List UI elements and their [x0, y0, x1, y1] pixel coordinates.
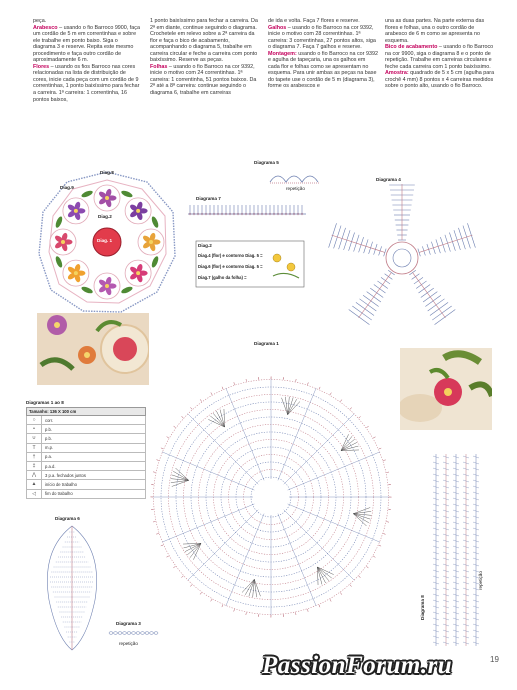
legend-text: m.p. [45, 445, 54, 451]
picot-mark [174, 426, 176, 428]
label-repeticao: repetição [286, 186, 305, 191]
paragraph [150, 18, 262, 64]
label-diag1: Diag. 1 [97, 238, 113, 243]
picot-mark [153, 472, 155, 473]
picot-mark [211, 599, 212, 601]
picot-mark [307, 609, 308, 611]
label-diagrama1: Diagrama 1 [254, 341, 279, 346]
legend-text: início de trabalho [45, 481, 77, 487]
flower-center [149, 240, 153, 244]
label-diag8: Diag.8 [100, 170, 114, 175]
diagram-7-chart [186, 202, 308, 218]
picot-mark [366, 426, 368, 427]
chain-mark [141, 632, 145, 635]
picot-mark [359, 416, 361, 418]
picot-mark [319, 605, 320, 607]
label-diagrama3: Diagrama 3 [116, 621, 141, 626]
picot-mark [330, 599, 331, 601]
chain-mark [127, 632, 131, 635]
picot-mark [296, 379, 297, 381]
legend-symbol: • [27, 425, 42, 433]
paragraph-text: – usando o fio Barroco na cor 9392, inicie o motivo com 24 correntinhas. 1ª carreira: 1 correntinha, 51 pontos baixos. Da 2ª até a 8ª carreira: continue seguindo o diagrama 6, trabalhe em carreiras [150, 63, 257, 97]
spoke-line [226, 514, 264, 606]
picot-mark [161, 448, 163, 449]
paragraph-heading: Arabesco [33, 24, 58, 31]
label-diagrama4: Diagrama 4 [376, 177, 401, 182]
diagram-6-leaf-chart [33, 520, 111, 655]
legend-row [26, 462, 146, 471]
photo-flower-right-art [400, 348, 492, 430]
legend-text: p.b. [45, 435, 52, 441]
key-line-1: Diag.4 (flor) e contorno Diag. 5 = [198, 253, 263, 258]
paragraph-heading: Montagem: [268, 50, 297, 57]
picot-mark [340, 400, 342, 402]
picot-mark [234, 609, 235, 611]
chain-mark [154, 632, 158, 635]
label-repeticao-2: repetição [119, 641, 138, 646]
label-diag9: Diag.9 [60, 185, 74, 190]
legend-row [26, 444, 146, 453]
picot-mark [246, 612, 247, 614]
legend-symbol: ⋀ [27, 471, 42, 479]
picot-mark [386, 522, 388, 523]
legend-text: 3 p.a. fechados juntos [45, 472, 86, 478]
diagram-4-star-chart [316, 180, 488, 330]
fan-mark [216, 411, 224, 427]
text-column-1 [33, 18, 140, 103]
paragraph-text: 1 ponto baixíssimo para fechar a carreira. Da 2ª em diante, continue seguindo o diagrama. Crochetele em relevo sobre a 2ª carreira da flor e faça o bico de acabamento, acompanhando o diagrama 5, trabalhe em carreira circular e feche a carreira com ponto baixíssimo. Reserve as peças. [150, 18, 258, 64]
picot-mark [319, 387, 320, 389]
diagram-3-chain-chart [108, 626, 160, 640]
legend-symbol: T [27, 444, 42, 452]
paragraph-text: quadrado de 5 x 5 cm (agulha para crochê 4 mm) 8 pontos x 4 carreiras medidos sobre o ponto alto, usando o fio Barroco. [385, 70, 495, 90]
legend-row [26, 490, 146, 499]
paragraph [385, 18, 497, 44]
legend-size: Tamanho: 136 X 100 cm [26, 407, 146, 416]
chain-mark [109, 632, 113, 635]
picot-mark [222, 387, 223, 389]
legend-symbol: ‡ [27, 462, 42, 470]
page-number: 19 [490, 655, 499, 664]
picot-mark [307, 382, 308, 384]
spoke-line [278, 514, 316, 606]
site-watermark-logo: PassionForum.ru [262, 652, 453, 679]
picot-mark [181, 576, 183, 578]
text-column-2 [150, 18, 262, 97]
legend-text: corr. [45, 417, 54, 423]
picot-mark [161, 545, 163, 546]
flower-circle-diagram [35, 168, 180, 318]
chain-mark [136, 632, 140, 635]
picot-mark [350, 408, 352, 410]
picot-mark [167, 437, 169, 438]
paragraph [33, 25, 140, 64]
spoke-line [278, 388, 316, 480]
diagram-1-round-chart [145, 345, 397, 650]
picot-mark [190, 585, 192, 587]
flower-center [74, 209, 78, 213]
picot-mark [373, 556, 375, 557]
chain-mark [150, 632, 154, 635]
legend-symbol: ▲ [27, 480, 42, 488]
paragraph [268, 51, 378, 90]
spoke-line [288, 504, 380, 542]
label-diagrama5: Diagrama 5 [254, 160, 279, 165]
fan-mark [341, 442, 357, 450]
paragraph-heading: Flores [33, 63, 50, 70]
photo-flower-left-art [37, 313, 149, 385]
legend-text: p.b. [45, 426, 52, 432]
picot-mark [373, 437, 375, 438]
fan-mark [176, 468, 189, 480]
paragraph [150, 64, 262, 97]
paragraph-text: peça. [33, 18, 47, 24]
paragraph-text: de ida e volta. Faça 7 flores e reserve. [268, 18, 360, 24]
chain-mark [145, 632, 149, 635]
chain-mark [118, 632, 122, 635]
picot-mark [379, 545, 381, 546]
picot-mark [366, 566, 368, 568]
fan-mark [185, 543, 201, 551]
key-line-2: Diag.6 (flor) e contorno Diag. 5 = [198, 264, 263, 269]
legend-row [26, 416, 146, 425]
legend-symbol: ○ [27, 416, 42, 424]
picot-mark [173, 566, 175, 567]
diagram-8-edge-chart [430, 450, 492, 650]
spoke-line [226, 388, 264, 480]
flower-center [136, 209, 140, 213]
paragraph-heading: Galhos [268, 24, 287, 31]
label-diagrama8: Diagrama 8 [420, 595, 425, 620]
label-diag2: Diag.2 [98, 214, 112, 219]
chain-mark [123, 632, 127, 635]
picot-mark [156, 533, 158, 534]
paragraph-text: una as duas partes. Na parte externa das flores e folhas, una o outro cordão de arabesco de 6 m como se apresenta no esquema. [385, 18, 485, 44]
legend-row [26, 425, 146, 434]
picot-mark [156, 460, 158, 461]
picot-mark [167, 556, 169, 557]
legend-title: Diagramas 1 ao 8 [26, 400, 64, 405]
picot-mark [359, 576, 361, 578]
picot-mark [350, 585, 352, 587]
picot-mark [211, 393, 212, 395]
paragraph [385, 44, 497, 70]
legend-symbol: † [27, 453, 42, 461]
picot-mark [383, 460, 385, 461]
flower-center [61, 240, 65, 244]
label-diagrama6: Diagrama 6 [55, 516, 80, 521]
flower-center [105, 196, 109, 200]
paragraph-heading: Amostra: [385, 70, 409, 77]
paragraph [268, 25, 378, 51]
legend-row [26, 480, 146, 489]
chain-mark [132, 632, 136, 635]
picot-mark [222, 605, 223, 607]
picot-mark [234, 382, 235, 384]
paragraph-text: – usando o fio Barroco 9900, faça um cordão de 5 m em correntinhas e sobre ele trabalhe em ponto baixo. Siga o diagrama 3 e reserve. Repita este mesmo procedimento e faça outro cordão de aproximadamente 6 m. [33, 24, 140, 64]
stitch-legend [26, 400, 146, 499]
legend-row [26, 434, 146, 443]
picot-mark [330, 393, 331, 395]
text-column-3 [268, 18, 378, 90]
paragraph-heading: Folhas [150, 63, 168, 70]
fan-mark [242, 579, 254, 592]
text-column-4 [385, 18, 497, 90]
picot-mark [200, 592, 202, 594]
picot-mark [200, 399, 201, 401]
legend-symbol: ◁ [27, 490, 42, 498]
paragraph-text: – usando o fio Barroco na cor 9900, siga o diagrama 8 e o ponto de repetição. Trabalhe em carreiras circulares e feche cada carreira com 1 ponto baixíssimo. [385, 44, 494, 70]
legend-row [26, 453, 146, 462]
legend-text: p.a. [45, 454, 52, 460]
spoke-line [162, 504, 254, 542]
fan-mark [353, 514, 366, 526]
paragraph-heading: Bico de acabamento [385, 44, 438, 51]
paragraph [33, 64, 140, 103]
paragraph-text: usando o fio Barroco na cor 9392 e agulha de tapeçaria, una os galhos em cada flor e folhas como se apresentam no esquema. Para unir ambas as peças na base do tapete use o cordão de 5 m (diagrama 3), forme os arabescos e [268, 50, 378, 90]
picot-mark [340, 592, 341, 594]
label-diagrama7: Diagrama 7 [196, 196, 221, 201]
key-line-3: Diag.7 (galho da folha) = [198, 275, 247, 280]
flower-center [74, 271, 78, 275]
flower-center [136, 271, 140, 275]
legend-text: fim do trabalho [45, 491, 73, 497]
legend-row [26, 471, 146, 480]
picot-mark [379, 448, 381, 449]
flower-center [105, 284, 109, 288]
picot-mark [182, 416, 184, 418]
paragraph [385, 70, 497, 90]
chain-mark [114, 632, 118, 635]
fan-mark [317, 567, 325, 583]
legend-symbol: ∪ [27, 434, 42, 442]
paragraph-text: – usando o fio Barroco na cor 9392, inicie o motivo com 28 correntinhas. 1ª carreira: 3 correntinhas, 27 pontos altos, siga o diagrama 7. Faça 7 galhos e reserve. [268, 24, 376, 51]
picot-mark [383, 533, 385, 534]
label-repeticao-3: repetição [478, 571, 483, 590]
key-title: Diag.2 [198, 243, 212, 248]
paragraph-text: – usando os fios Barroco nas cores relacionadas na lista de distribuição de cores, inicie cada peça com um cordão de 9 correntinhas, 1 ponto baixíssimo para fechar a carreira. 1ª carreira: 1 correntinha, 16 pontos baixos, [33, 63, 140, 103]
picot-mark [190, 407, 192, 409]
photo-flower-left [37, 313, 149, 385]
spoke-line [162, 452, 254, 490]
legend-text: p.a.d. [45, 463, 56, 469]
photo-flower-right [400, 348, 492, 430]
